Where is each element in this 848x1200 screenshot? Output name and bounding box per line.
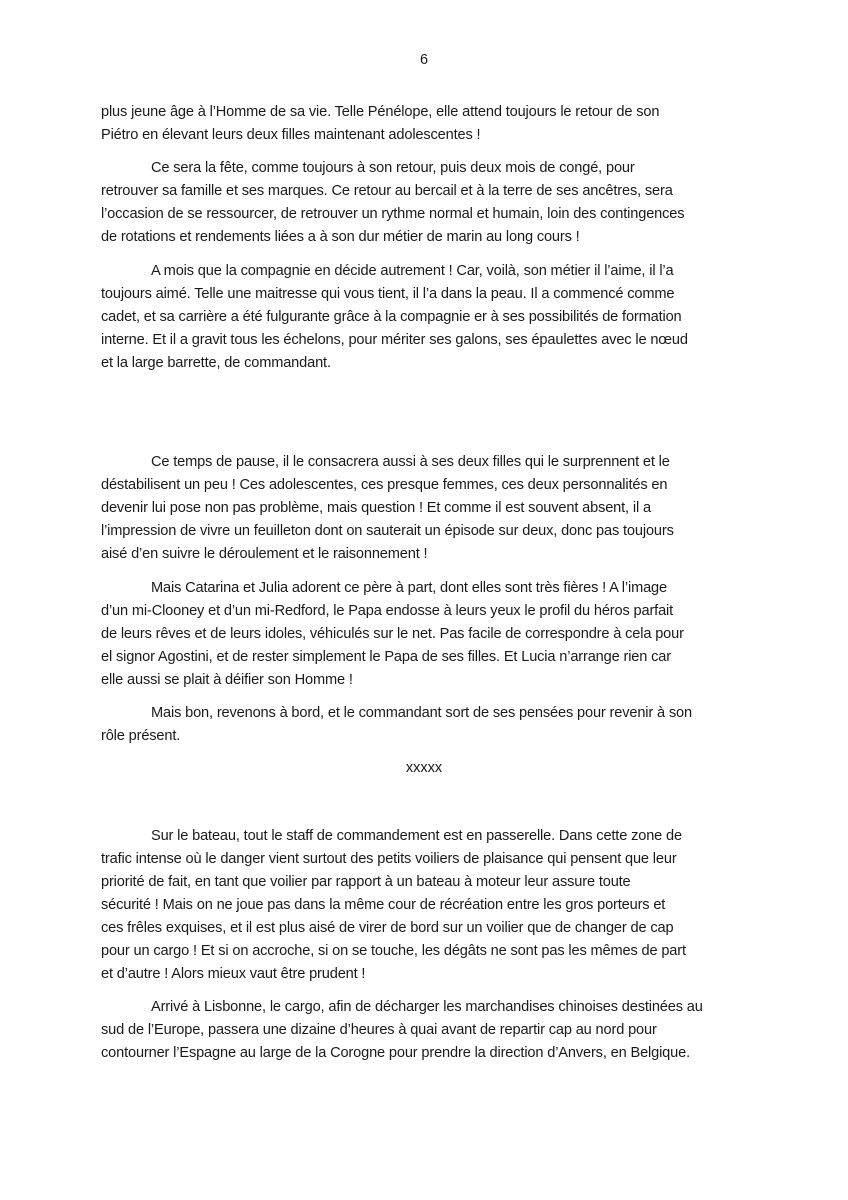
section-separator: xxxxx	[405, 760, 443, 776]
paragraph-line: de leurs rêves et de leurs idoles, véhiculés sur le net. Pas facile de correspondre à cela pour	[101, 626, 684, 642]
page-number: 6	[419, 52, 429, 68]
paragraph-line: cadet, et sa carrière a été fulgurante grâce à la compagnie er à ses possibilités de formation	[101, 309, 682, 325]
paragraph-line: Mais Catarina et Julia adorent ce père à part, dont elles sont très fières ! A l’image	[151, 580, 667, 596]
paragraph-line: l’occasion de se ressourcer, de retrouver un rythme normal et humain, loin des contingences	[101, 206, 685, 222]
paragraph-line: de rotations et rendements liées a à son dur métier de marin au long cours !	[101, 229, 580, 245]
paragraph-line: sud de l’Europe, passera une dizaine d’heures à quai avant de repartir cap au nord pour	[101, 1022, 657, 1038]
paragraph-line: ces frêles exquises, et il est plus aisé de virer de bord sur un voilier que de changer de cap	[101, 920, 674, 936]
paragraph-line: et la large barrette, de commandant.	[101, 355, 331, 371]
paragraph-line: l’impression de vivre un feuilleton dont on sauterait un épisode sur deux, donc pas toujours	[101, 523, 674, 539]
paragraph-line: toujours aimé. Telle une maitresse qui vous tient, il l’a dans la peau. Il a commencé comme	[101, 286, 675, 302]
paragraph-line: Ce temps de pause, il le consacrera aussi à ses deux filles qui le surprennent et le	[151, 454, 670, 470]
paragraph-line: interne. Et il a gravit tous les échelons, pour mériter ses galons, ses épaulettes avec le nœud	[101, 332, 688, 348]
paragraph-line: d’un mi-Clooney et d’un mi-Redford, le Papa endosse à leurs yeux le profil du héros parfait	[101, 603, 674, 619]
paragraph-line: plus jeune âge à l’Homme de sa vie. Telle Pénélope, elle attend toujours le retour de son	[101, 104, 660, 120]
paragraph-line: retrouver sa famille et ses marques. Ce retour au bercail et à la terre de ses ancêtres, sera	[101, 183, 673, 199]
paragraph-line: devenir lui pose non pas problème, mais question ! Et comme il est souvent absent, il a	[101, 500, 651, 516]
paragraph-line: trafic intense où le danger vient surtout des petits voiliers de plaisance qui pensent que leur	[101, 851, 677, 867]
paragraph-line: rôle présent.	[101, 728, 181, 744]
paragraph-line: priorité de fait, en tant que voilier par rapport à un bateau à moteur leur assure toute	[101, 874, 631, 890]
paragraph-line: Piétro en élevant leurs deux filles maintenant adolescentes !	[101, 127, 481, 143]
paragraph-line: aisé d’en suivre le déroulement et le raisonnement !	[101, 546, 428, 562]
paragraph-line: el signor Agostini, et de rester simplement le Papa de ses filles. Et Lucia n’arrange rien car	[101, 649, 671, 665]
paragraph-line: Mais bon, revenons à bord, et le commandant sort de ses pensées pour revenir à son	[151, 705, 692, 721]
paragraph-line: déstabilisent un peu ! Ces adolescentes, ces presque femmes, ces deux personnalités en	[101, 477, 668, 493]
paragraph-line: sécurité ! Mais on ne joue pas dans la même cour de récréation entre les gros porteurs et	[101, 897, 666, 913]
paragraph-line: et d’autre ! Alors mieux vaut être prudent !	[101, 966, 366, 982]
paragraph-line: elle aussi se plait à déifier son Homme !	[101, 672, 353, 688]
paragraph-line: pour un cargo ! Et si on accroche, si on se touche, les dégâts ne sont pas les mêmes de part	[101, 943, 686, 959]
paragraph-line: Ce sera la fête, comme toujours à son retour, puis deux mois de congé, pour	[151, 160, 635, 176]
paragraph-line: contourner l’Espagne au large de la Corogne pour prendre la direction d’Anvers, en Belgique.	[101, 1045, 690, 1061]
paragraph-line: Arrivé à Lisbonne, le cargo, afin de décharger les marchandises chinoises destinées au	[151, 999, 703, 1015]
paragraph-line: A mois que la compagnie en décide autrement ! Car, voilà, son métier il l’aime, il l’a	[151, 263, 674, 279]
paragraph-line: Sur le bateau, tout le staff de commandement est en passerelle. Dans cette zone de	[151, 828, 682, 844]
